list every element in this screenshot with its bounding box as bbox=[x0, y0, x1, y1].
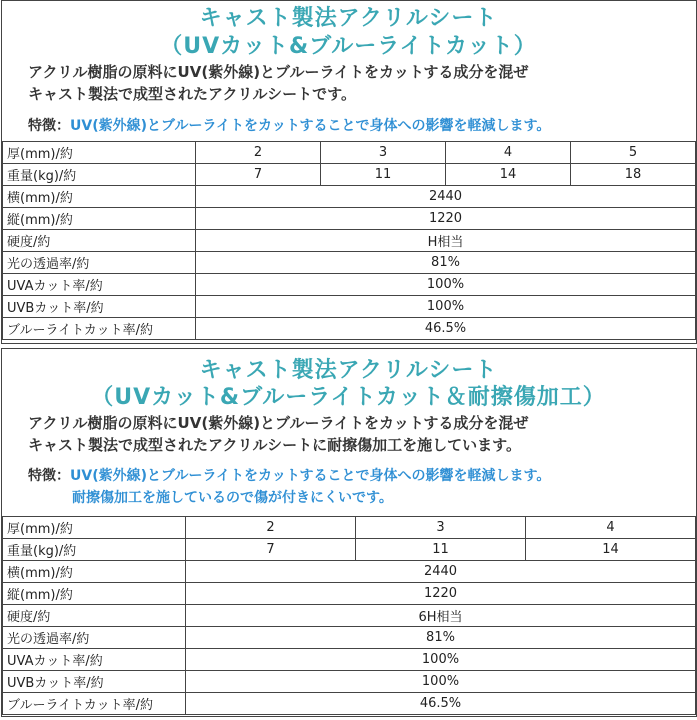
table-row bbox=[3, 693, 696, 715]
feature-line bbox=[28, 115, 550, 137]
description-line1: アクリル樹脂の原料にUV(紫外線)とブルーライトをカットする成分を混ぜ bbox=[28, 63, 529, 81]
description-line2: キャスト製法で成型されたアクリルシートです。 bbox=[28, 85, 356, 103]
row-label: 厚(mm)/約 bbox=[3, 517, 186, 539]
feature-text: UV(紫外線)とブルーライトをカットすることで身体への影響を軽減します。 bbox=[70, 468, 551, 484]
row-value: 100% bbox=[186, 671, 696, 693]
thickness-value: 2 bbox=[186, 517, 356, 539]
row-label: 縦(mm)/約 bbox=[3, 208, 196, 230]
table-row bbox=[3, 208, 696, 230]
table-row bbox=[3, 296, 696, 318]
weight-value: 11 bbox=[356, 539, 526, 561]
row-label: UVBカット率/約 bbox=[3, 296, 196, 318]
row-value: 1220 bbox=[196, 208, 696, 230]
row-value: 81% bbox=[186, 627, 696, 649]
feature-label: 特徴： bbox=[28, 468, 70, 484]
row-value: 100% bbox=[196, 296, 696, 318]
row-value: 2440 bbox=[196, 186, 696, 208]
row-label: 厚(mm)/約 bbox=[3, 142, 196, 164]
thickness-value: 3 bbox=[356, 517, 526, 539]
weight-value: 14 bbox=[446, 164, 571, 186]
description-line1: アクリル樹脂の原料にUV(紫外線)とブルーライトをカットする成分を混ぜ bbox=[28, 414, 529, 432]
table-row bbox=[3, 627, 696, 649]
row-value: 46.5% bbox=[196, 318, 696, 340]
table-row bbox=[3, 230, 696, 252]
spec-table bbox=[2, 141, 696, 340]
row-label: 横(mm)/約 bbox=[3, 561, 186, 583]
weight-value: 18 bbox=[571, 164, 696, 186]
row-value: 1220 bbox=[186, 583, 696, 605]
row-label: ブルーライトカット率/約 bbox=[3, 693, 186, 715]
feature-text: UV(紫外線)とブルーライトをカットすることで身体への影響を軽減します。 bbox=[70, 118, 551, 134]
row-value: 2440 bbox=[186, 561, 696, 583]
row-label: 硬度/約 bbox=[3, 605, 186, 627]
row-label: 光の透過率/約 bbox=[3, 252, 196, 274]
table-row bbox=[3, 318, 696, 340]
row-value: 100% bbox=[196, 274, 696, 296]
table-row bbox=[3, 671, 696, 693]
feature-line2: 耐擦傷加工を施しているので傷が付きにくいです。 bbox=[72, 490, 393, 506]
row-label: UVAカット率/約 bbox=[3, 649, 186, 671]
table-row bbox=[3, 539, 696, 561]
row-label: ブルーライトカット率/約 bbox=[3, 318, 196, 340]
weight-value: 7 bbox=[186, 539, 356, 561]
section-uv-bluelight-scratch-resistant bbox=[0, 348, 697, 720]
feature-label: 特徴： bbox=[28, 118, 70, 134]
table-row bbox=[3, 649, 696, 671]
table-row bbox=[3, 252, 696, 274]
row-label: UVBカット率/約 bbox=[3, 671, 186, 693]
row-label: 重量(kg)/約 bbox=[3, 539, 186, 561]
row-label: 光の透過率/約 bbox=[3, 627, 186, 649]
row-label: 硬度/約 bbox=[3, 230, 196, 252]
table-row bbox=[3, 517, 696, 539]
spec-table bbox=[2, 516, 696, 715]
section-title-line2: （UVカット&ブルーライトカット＆耐擦傷加工） bbox=[91, 385, 606, 410]
weight-value: 7 bbox=[196, 164, 321, 186]
feature-line bbox=[28, 465, 550, 487]
table-row bbox=[3, 274, 696, 296]
thickness-value: 4 bbox=[446, 142, 571, 164]
section-title-line2: （UVカット&ブルーライトカット） bbox=[160, 34, 537, 59]
thickness-value: 2 bbox=[196, 142, 321, 164]
table-row bbox=[3, 142, 696, 164]
row-value: H相当 bbox=[196, 230, 696, 252]
row-value: 81% bbox=[196, 252, 696, 274]
thickness-value: 3 bbox=[321, 142, 446, 164]
row-label: 縦(mm)/約 bbox=[3, 583, 186, 605]
table-row bbox=[3, 583, 696, 605]
description-line2: キャスト製法で成型されたアクリルシートに耐擦傷加工を施しています。 bbox=[28, 436, 521, 454]
section-uv-bluelight bbox=[0, 0, 697, 343]
row-value: 100% bbox=[186, 649, 696, 671]
row-label: UVAカット率/約 bbox=[3, 274, 196, 296]
row-value: 6H相当 bbox=[186, 605, 696, 627]
table-row bbox=[3, 561, 696, 583]
row-label: 横(mm)/約 bbox=[3, 186, 196, 208]
row-value: 46.5% bbox=[186, 693, 696, 715]
thickness-value: 5 bbox=[571, 142, 696, 164]
weight-value: 14 bbox=[526, 539, 696, 561]
section-title-line1: キャスト製法アクリルシート bbox=[199, 6, 498, 31]
table-row bbox=[3, 186, 696, 208]
row-label: 重量(kg)/約 bbox=[3, 164, 196, 186]
section-title-line1: キャスト製法アクリルシート bbox=[199, 358, 498, 383]
table-row bbox=[3, 164, 696, 186]
table-row bbox=[3, 605, 696, 627]
weight-value: 11 bbox=[321, 164, 446, 186]
thickness-value: 4 bbox=[526, 517, 696, 539]
